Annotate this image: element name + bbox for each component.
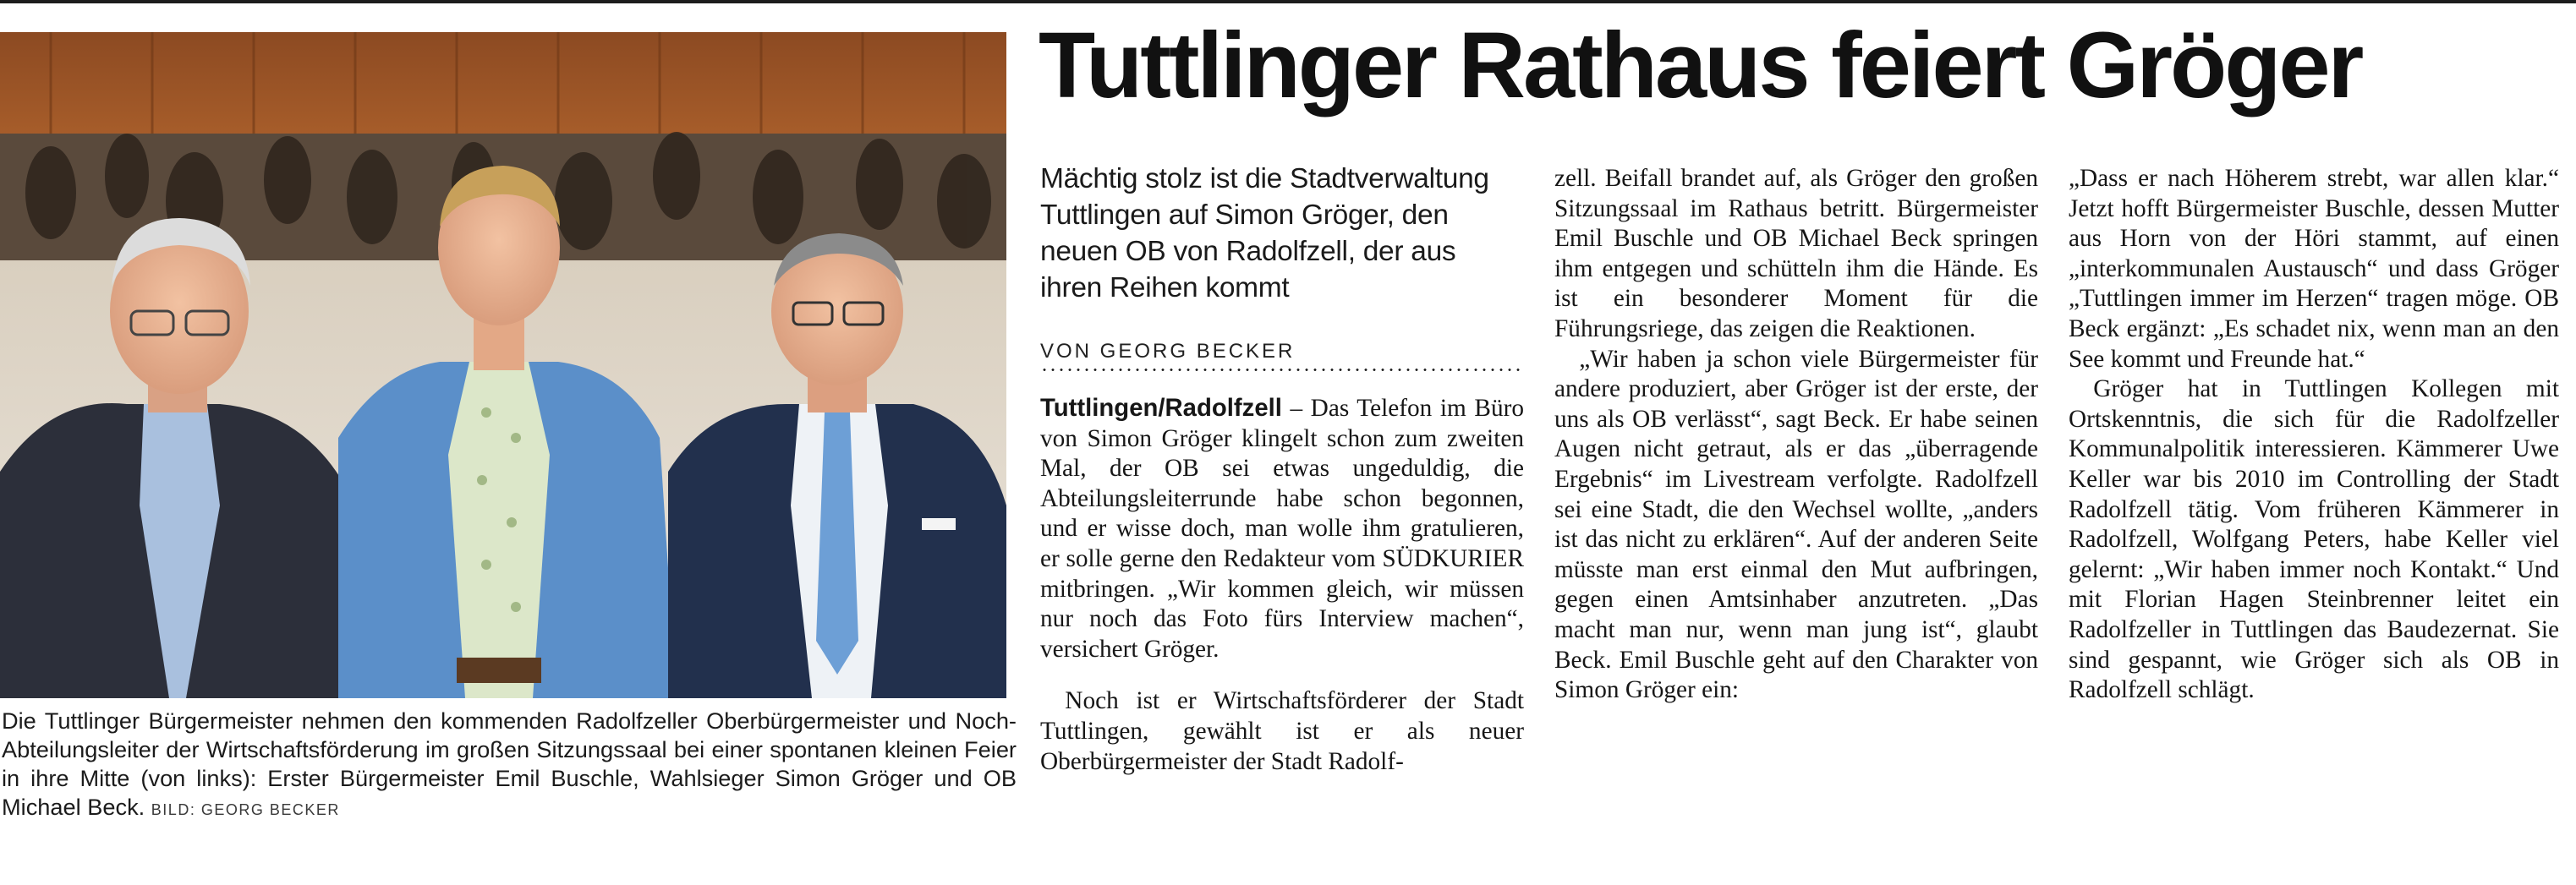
author-byline: VON GEORG BECKER <box>1040 340 1296 363</box>
dateline: Tuttlingen/Radolfzell <box>1040 394 1282 422</box>
body-paragraph: „Dass er nach Höherem strebt, war allen klar.“ Jetzt hofft Bürgermeister Buschle, dessen Mutter aus Horn von der Höri stammt, auf einen „interkommunalen Austausch“ und dass Gröger „Tuttlingen immer im Herzen“ tragen möge. OB Beck ergänzt: „Es schadet nix, wenn man an den See kommt und Freunde hat.“ <box>2069 165 2559 373</box>
article-headline: Tuttlinger Rathaus feiert Gröger <box>1039 14 2362 117</box>
photo-illustration <box>0 32 1006 698</box>
caption-text: Die Tuttlinger Bürgermeister nehmen den kommenden Radolfzeller Oberbürgermeister und Noch-Abteilungsleiter der Wirtschaftsförderung im großen Sitzungssaal bei einer spontanen kleinen Feier in ihre Mitte (von links): Erster Bürgermeister Emil Buschle, Wahlsieger Simon Gröger und OB Michael Beck. <box>2 707 1017 820</box>
paragraph-text: – Das Telefon im Büro von Simon Gröger klingelt schon zum zweiten Mal, der OB sei etwas ungeduldig, die Abteilungsleiterrunde habe schon begonnen, und er wisse doch, man wolle ihm gratulieren, er solle gerne den Redakteur vom SÜDKURIER mitbringen. „Wir kommen gleich, wir müssen nur noch das Foto fürs Interview machen“, versichert Gröger. <box>1040 395 1524 663</box>
photo-credit: BILD: GEORG BECKER <box>151 801 340 818</box>
article-column-2 <box>1554 164 2038 706</box>
body-paragraph: Noch ist er Wirtschaftsförderer der Stadt Tuttlingen, gewählt ist er als neuer Oberbürgermeister der Stadt Radolf- <box>1040 687 1524 775</box>
body-paragraph: zell. Beifall brandet auf, als Gröger den großen Sitzungssaal im Rathaus betritt. Bürgermeister Emil Buschle und OB Michael Beck springen ihm entgegen und schütteln ihm die Hände. Es ist ein besonderer Moment für die Führungsriege, das zeigen die Reaktionen. <box>1554 165 2038 342</box>
article-column-1 <box>1040 161 1524 777</box>
article-teaser: Mächtig stolz ist die Stadtverwaltung Tuttlingen auf Simon Gröger, den neuen OB von Radolfzell, der aus ihren Reihen kommt <box>1040 163 1489 303</box>
article-photo <box>0 32 1006 698</box>
photo-caption <box>2 707 1017 824</box>
body-paragraph <box>1040 393 1524 664</box>
body-paragraph: Gröger hat in Tuttlingen Kollegen mit Ortskenntnis, die sich für die Radolfzeller Kommunalpolitik interessieren. Kämmerer Uwe Keller war bis 2010 im Controlling der Stadt Radolfzell tätig. Vom früheren Kämmerer in Radolfzell, Wolfgang Peters, habe Keller viel gelernt: „Wir haben immer noch Kontakt.“ Und mit Florian Hagen Steinbrenner leitet ein Radolfzeller in Tuttlingen das Baudezernat. Sie sind gespannt, wie Gröger sich als OB in Radolfzell schlägt. <box>2069 375 2559 704</box>
byline-dotted-rule <box>1040 369 1524 371</box>
body-paragraph: „Wir haben ja schon viele Bürgermeister für andere produziert, aber Gröger ist der erste, der uns als OB verlässt“, sagt Beck. Er habe seinen Augen nicht getraut, als er das „überragende Ergebnis“ im Livestream verfolgte. Radolfzell sei eine Stadt, die den Wechsel wollte, „anders ist das nicht zu erklären“. Auf der anderen Seite müsste man erst einmal den Mut aufbringen, gegen einen Amtsinhaber anzutreten. „Das macht man nur, wenn man jung ist“, glaubt Beck. Emil Buschle geht auf den Charakter von Simon Gröger ein: <box>1554 345 2038 704</box>
top-rule <box>0 0 2576 3</box>
article-column-3 <box>2069 164 2559 706</box>
